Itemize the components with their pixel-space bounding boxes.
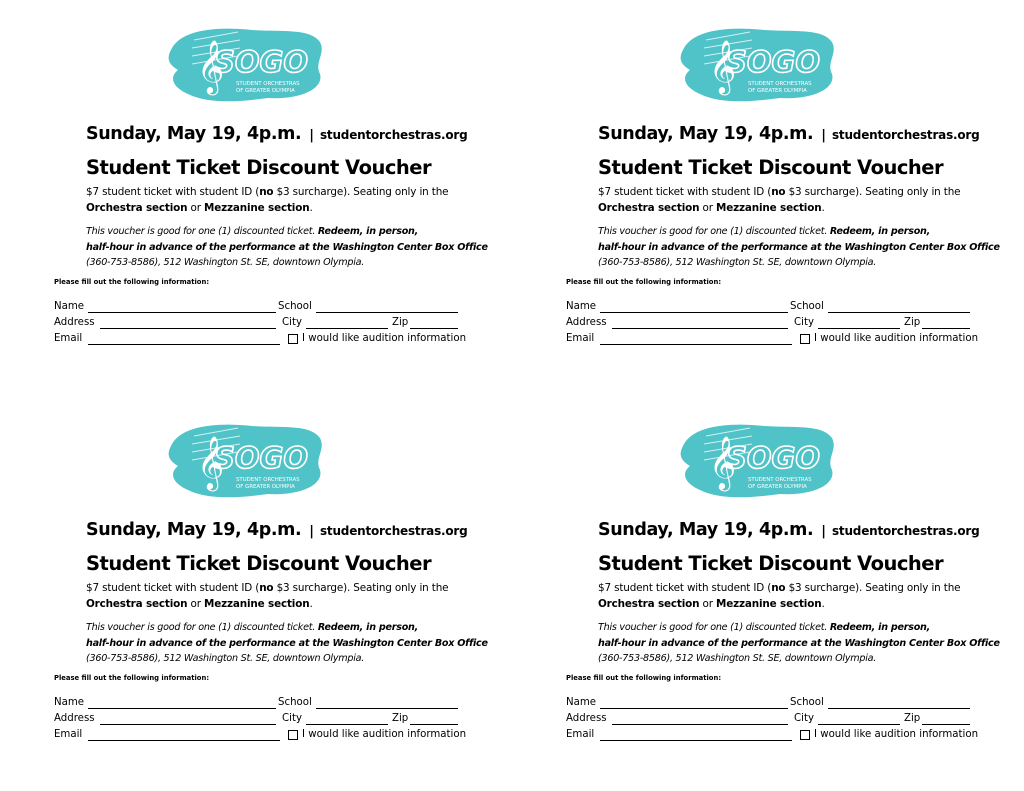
zip-label: Zip [392,317,409,328]
logo-wordmark: SOGO [726,45,820,79]
name-label: Name [54,301,85,312]
redeem-note [598,620,1008,667]
note-line3: (360-753-8586), 512 Washington St. SE, downtown Olympia. [86,257,365,268]
city-label: City [794,713,814,724]
voucher-card [52,14,492,374]
name-field[interactable] [600,312,788,313]
section-orchestra: Orchestra section [86,202,188,214]
form-instructions: Please fill out the following information: [54,674,210,682]
school-label: School [790,697,824,708]
event-date: Sunday, May 19, 4p.m. [598,124,814,144]
section-period: . [309,598,313,610]
form-row-email-audition [54,729,474,745]
school-label: School [278,301,312,312]
section-mezzanine: Mezzanine section [716,202,822,214]
price-text-2: $3 surcharge). Seating only in the [785,186,961,198]
form-instructions: Please fill out the following information: [54,278,210,286]
zip-label: Zip [904,713,921,724]
price-text-2: $3 surcharge). Seating only in the [273,582,449,594]
name-label: Name [566,301,597,312]
separator: | [309,524,314,539]
voucher-card [52,410,492,770]
email-label: Email [54,729,83,740]
city-field[interactable] [306,328,388,329]
audition-checkbox[interactable] [288,334,298,344]
address-label: Address [54,713,95,724]
logo-subtitle-line2: OF GREATER OLYMPIA [236,484,295,490]
name-field[interactable] [88,708,276,709]
address-field[interactable] [100,724,276,725]
school-label: School [790,301,824,312]
sogo-logo [164,414,324,504]
note-line2: half-hour in advance of the performance at the Washington Center Box Office [598,637,1000,649]
school-label: School [278,697,312,708]
redeem-note [86,620,496,667]
form-row-address-city-zip [54,317,474,333]
address-field[interactable] [612,328,788,329]
form-row-name-school [54,301,474,317]
price-no-emphasis: no [259,186,274,198]
form-row-email-audition [54,333,474,349]
city-field[interactable] [818,724,900,725]
zip-field[interactable] [922,328,970,329]
section-or: or [187,202,205,214]
website-text: studentorchestras.org [831,128,980,142]
zip-field[interactable] [410,328,458,329]
city-label: City [282,713,302,724]
logo-subtitle-line2: OF GREATER OLYMPIA [748,484,807,490]
event-date: Sunday, May 19, 4p.m. [598,520,814,540]
school-field[interactable] [316,312,458,313]
form-row-address-city-zip [566,317,986,333]
price-text-2: $3 surcharge). Seating only in the [273,186,449,198]
logo-subtitle-line2: OF GREATER OLYMPIA [748,88,807,94]
email-field[interactable] [88,740,280,741]
redeem-note [86,224,496,271]
sogo-logo-graphic [676,18,836,108]
audition-label: I would like audition information [302,333,467,344]
price-description [598,580,998,612]
form-row-address-city-zip [54,713,474,729]
note-line1: This voucher is good for one (1) discounted ticket. [86,226,318,237]
price-text: $7 student ticket with student ID ( [86,582,260,594]
form-row-name-school [566,697,986,713]
note-line1-bold: Redeem, in person, [317,622,419,633]
logo-subtitle-line1: STUDENT ORCHESTRAS [236,81,300,87]
info-form [566,301,986,349]
section-or: or [699,598,717,610]
school-field[interactable] [828,708,970,709]
redeem-note [598,224,1008,271]
logo-wordmark: SOGO [214,45,308,79]
website-text: studentorchestras.org [831,524,980,538]
voucher-title: Student Ticket Discount Voucher [86,156,432,179]
audition-label: I would like audition information [814,333,979,344]
website-text: studentorchestras.org [319,128,468,142]
audition-label: I would like audition information [302,729,467,740]
treble-clef-icon: 𝄞 [197,39,225,93]
price-text-2: $3 surcharge). Seating only in the [785,582,961,594]
school-field[interactable] [316,708,458,709]
address-label: Address [54,317,95,328]
note-line1-bold: Redeem, in person, [829,226,931,237]
section-orchestra: Orchestra section [86,598,188,610]
section-mezzanine: Mezzanine section [716,598,822,610]
form-row-name-school [54,697,474,713]
sogo-logo [164,18,324,108]
form-row-email-audition [566,333,986,349]
city-field[interactable] [818,328,900,329]
sogo-logo [676,18,836,108]
info-form [54,301,474,349]
section-period: . [309,202,313,214]
event-date-line [86,124,468,144]
address-label: Address [566,317,607,328]
treble-clef-icon: 𝄞 [709,39,737,93]
name-field[interactable] [600,708,788,709]
treble-clef-icon: 𝄞 [197,435,225,489]
form-instructions: Please fill out the following information: [566,278,722,286]
sogo-logo [676,414,836,504]
address-field[interactable] [612,724,788,725]
audition-checkbox[interactable] [288,730,298,740]
event-date-line [598,520,980,540]
note-line2: half-hour in advance of the performance at the Washington Center Box Office [86,241,488,253]
form-row-name-school [566,301,986,317]
voucher-title: Student Ticket Discount Voucher [598,156,944,179]
voucher-card [564,14,1004,374]
note-line1-bold: Redeem, in person, [829,622,931,633]
audition-checkbox[interactable] [800,334,810,344]
email-field[interactable] [600,740,792,741]
note-line1: This voucher is good for one (1) discounted ticket. [86,622,318,633]
city-label: City [282,317,302,328]
note-line1-bold: Redeem, in person, [317,226,419,237]
form-row-address-city-zip [566,713,986,729]
logo-subtitle-line1: STUDENT ORCHESTRAS [748,81,812,87]
price-no-emphasis: no [771,582,786,594]
event-date: Sunday, May 19, 4p.m. [86,520,302,540]
zip-label: Zip [904,317,921,328]
info-form [54,697,474,745]
event-date-line [86,520,468,540]
voucher-title: Student Ticket Discount Voucher [598,552,944,575]
price-text: $7 student ticket with student ID ( [86,186,260,198]
note-line3: (360-753-8586), 512 Washington St. SE, downtown Olympia. [598,653,877,664]
section-orchestra: Orchestra section [598,202,700,214]
section-or: or [187,598,205,610]
price-text: $7 student ticket with student ID ( [598,186,772,198]
address-label: Address [566,713,607,724]
zip-field[interactable] [922,724,970,725]
email-label: Email [566,333,595,344]
logo-subtitle-line1: STUDENT ORCHESTRAS [236,477,300,483]
voucher-card [564,410,1004,770]
note-line3: (360-753-8586), 512 Washington St. SE, downtown Olympia. [598,257,877,268]
audition-label: I would like audition information [814,729,979,740]
name-label: Name [54,697,85,708]
note-line3: (360-753-8586), 512 Washington St. SE, downtown Olympia. [86,653,365,664]
email-field[interactable] [88,344,280,345]
price-description [86,580,486,612]
form-instructions: Please fill out the following information: [566,674,722,682]
city-label: City [794,317,814,328]
logo-wordmark: SOGO [726,441,820,475]
section-period: . [821,598,825,610]
zip-field[interactable] [410,724,458,725]
address-field[interactable] [100,328,276,329]
event-date: Sunday, May 19, 4p.m. [86,124,302,144]
name-label: Name [566,697,597,708]
email-label: Email [54,333,83,344]
separator: | [821,128,826,143]
sogo-logo-graphic [164,414,324,504]
zip-label: Zip [392,713,409,724]
logo-wordmark: SOGO [214,441,308,475]
separator: | [309,128,314,143]
section-mezzanine: Mezzanine section [204,598,310,610]
logo-subtitle-line1: STUDENT ORCHESTRAS [748,477,812,483]
section-orchestra: Orchestra section [598,598,700,610]
price-text: $7 student ticket with student ID ( [598,582,772,594]
sogo-logo-graphic [164,18,324,108]
section-mezzanine: Mezzanine section [204,202,310,214]
price-description [598,184,998,216]
email-field[interactable] [600,344,792,345]
sogo-logo-graphic [676,414,836,504]
section-or: or [699,202,717,214]
note-line1: This voucher is good for one (1) discounted ticket. [598,226,830,237]
school-field[interactable] [828,312,970,313]
logo-subtitle-line2: OF GREATER OLYMPIA [236,88,295,94]
note-line2: half-hour in advance of the performance at the Washington Center Box Office [598,241,1000,253]
email-label: Email [566,729,595,740]
price-description [86,184,486,216]
voucher-title: Student Ticket Discount Voucher [86,552,432,575]
price-no-emphasis: no [771,186,786,198]
section-period: . [821,202,825,214]
info-form [566,697,986,745]
price-no-emphasis: no [259,582,274,594]
audition-checkbox[interactable] [800,730,810,740]
city-field[interactable] [306,724,388,725]
note-line1: This voucher is good for one (1) discounted ticket. [598,622,830,633]
treble-clef-icon: 𝄞 [709,435,737,489]
separator: | [821,524,826,539]
note-line2: half-hour in advance of the performance at the Washington Center Box Office [86,637,488,649]
form-row-email-audition [566,729,986,745]
event-date-line [598,124,980,144]
name-field[interactable] [88,312,276,313]
website-text: studentorchestras.org [319,524,468,538]
